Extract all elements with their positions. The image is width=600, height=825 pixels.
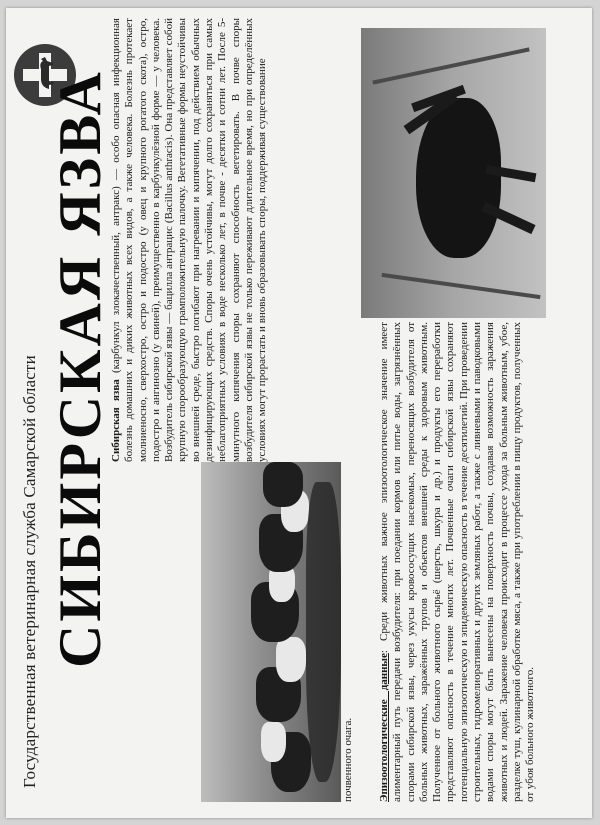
page-title: СИБИРСКАЯ ЯЗВА bbox=[47, 69, 113, 668]
leaflet-sheet bbox=[6, 8, 592, 818]
rotated-leaflet bbox=[6, 8, 592, 818]
organization-header: Государственная ветеринарная служба Самарской области bbox=[20, 355, 39, 788]
epizootology-paragraph bbox=[378, 322, 538, 802]
description-text: (карбункул злокачественный, антракс) — особо опасная инфекционная болезнь домашних и диких животных всех видов, а также человека. Болезнь протекает молниеносно, сверхостро, остро и подостро (у овец и крупного рогатого скота), остро, подостро и ангинозно (у свиней), преимущественно в карбункулёзной форме — у человека. Возбудитель сибирской язвы — бацилла антрацис (Bacillus anthracis). Она представляет собой крупную спорообразующую грамположительную палочку. Вегетативные формы неустойчивы во внешней среде, быстро погибают при нагревании и кипячении, под действием обычных дезинфицирующих средств. Споры очень устойчивы, могут долго сохраняться при самых неблагоприятных условиях в воде несколько лет, в почве - десятки и сотни лет. После 5-минутного кипячения споры сохраняют способность вегетировать. В почве споры возбудителя сибирской язвы не только переживают длительное время, но при определённых условиях могут прорастать и вновь образовывать споры, поддерживая существование bbox=[110, 18, 269, 462]
cattle-photo bbox=[201, 462, 341, 802]
term-label: Сибирская язва bbox=[110, 379, 122, 462]
epizootology-label: Эпизоотологические данные bbox=[378, 653, 390, 802]
description-paragraph bbox=[110, 18, 270, 462]
dead-cow-photo bbox=[361, 28, 546, 318]
description-continuation: почвенного очага. bbox=[342, 717, 354, 802]
epizootology-text: : Среди животных важное эпизоотологическое значение имеет алиментарный путь передачи возбудителя: при поедании кормов или питье воды, загрязнённых спорами сибирской язвы, через укусы кровососущих насекомых, переносящих возбудителя от больных животных, заражённых трупов и объектов внешней среды к здоровым животным. Полученное от больного животного сырьё (шерсть, шкура и др.) и продукты его переработки представляют опасность в течение многих лет. Почвенные очаги сибирской язвы сохраняют потенциальную эпизоотическую и эпидемическую опасность в течение десятилетий. При проведении строительных, гидромелиоративных и других земляных работ, а также с ливневыми и паводковыми водами споры могут быть вынесены на поверхность почвы, создавая возможность заражения животных и людей. Заражение человека происходит в процессе ухода за больным животным, убое, разделке туш, кулинарной обработке мяса, а также при употреблении в пищу продуктов, полученных от убоя больного животного. bbox=[378, 322, 537, 802]
